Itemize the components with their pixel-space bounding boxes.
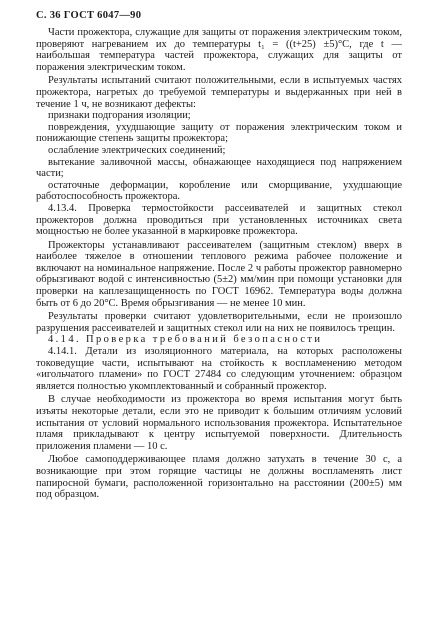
- paragraph-parts-removal: В случае необходимости из прожектора во время испытания могут быть изъяты некоторые детали, если это не приводит к большим отличиям условий испытания от условий нормального использования прожектора. Испытательное пламя прикладывают к центру испытуемой поверхности. Длительность приложения пламени — 10 с.: [36, 394, 402, 452]
- section-heading-4-14: 4.14. Проверка требований безопасности: [48, 334, 323, 346]
- page-header: С. 36 ГОСТ 6047—90: [36, 10, 142, 21]
- paragraph-results: Результаты проверки считают удовлетворительными, если не произошло разрушения рассеивателей и защитных стекол или на них не появилось трещин.: [36, 311, 402, 334]
- clause-4-13-4: 4.13.4. Проверка термостойкости рассеивателей и защитных стекол прожекторов должна проводиться при установленных источниках света мощностью не более указанной в маркировке прожектора.: [36, 202, 402, 238]
- defect-item-4: вытекание заливочной массы, обнажающее находящиеся под напряжением части;: [36, 156, 402, 180]
- paragraph-2: Результаты испытаний считают положительными, если в испытуемых частях прожектора, нагретых до требуемой температуры и выдержанных при ней в течение 1 ч, не возникают дефекты:: [36, 75, 402, 110]
- defect-item-1: признаки подгорания изоляции;: [48, 110, 191, 122]
- defect-item-3: ослабление электрических соединений;: [48, 144, 226, 156]
- clause-4-14-1: 4.14.1. Детали из изоляционного материала, на которых расположены токоведущие части, испытывают на стойкость к воспламенению методом «игольчатого пламени» по ГОСТ 27484 со следующим уточнением: образцом является полностью укомплектованный и собранный прожектор.: [36, 346, 402, 392]
- paragraph-1: Части прожектора, служащие для защиты от поражения электрическим током, проверяют нагреванием их до температуры t₁ = ((t+25) ±5)°C, где t — наибольшая температура частей прожектора, служащих для защиты от поражения электрическим током.: [36, 27, 402, 73]
- document-body: [36, 27, 402, 501]
- paragraph-flame: Любое самоподдерживающее пламя должно затухать в течение 30 с, а возникающие при этом горящие частицы не должны воспламенять лист папиросной бумаги, расположенной горизонтально на расстоянии (200±5) мм под образцом.: [36, 454, 402, 501]
- defect-item-5: остаточные деформации, коробление или сморщивание, ухудшающие работоспособность прожектора.: [36, 179, 402, 203]
- defect-item-2: повреждения, ухудшающие защиту от поражения электрическим током и понижающие степень защиты прожектора;: [36, 121, 402, 145]
- paragraph-projector-setup: Прожекторы устанавливают рассеивателем (защитным стеклом) вверх в наиболее тяжелое в отношении теплового режима рабочее положение и включают на номинальное напряжение. После 2 ч работы прожектор равномерно обрызгивают водой с интенсивностью (5±2) мм/мин при помощи установки для проверки на каплезащищенность по ГОСТ 16962. Температура воды должна быть от 6 до 20°C. Время обрызгивания — не менее 10 мин.: [36, 239, 402, 309]
